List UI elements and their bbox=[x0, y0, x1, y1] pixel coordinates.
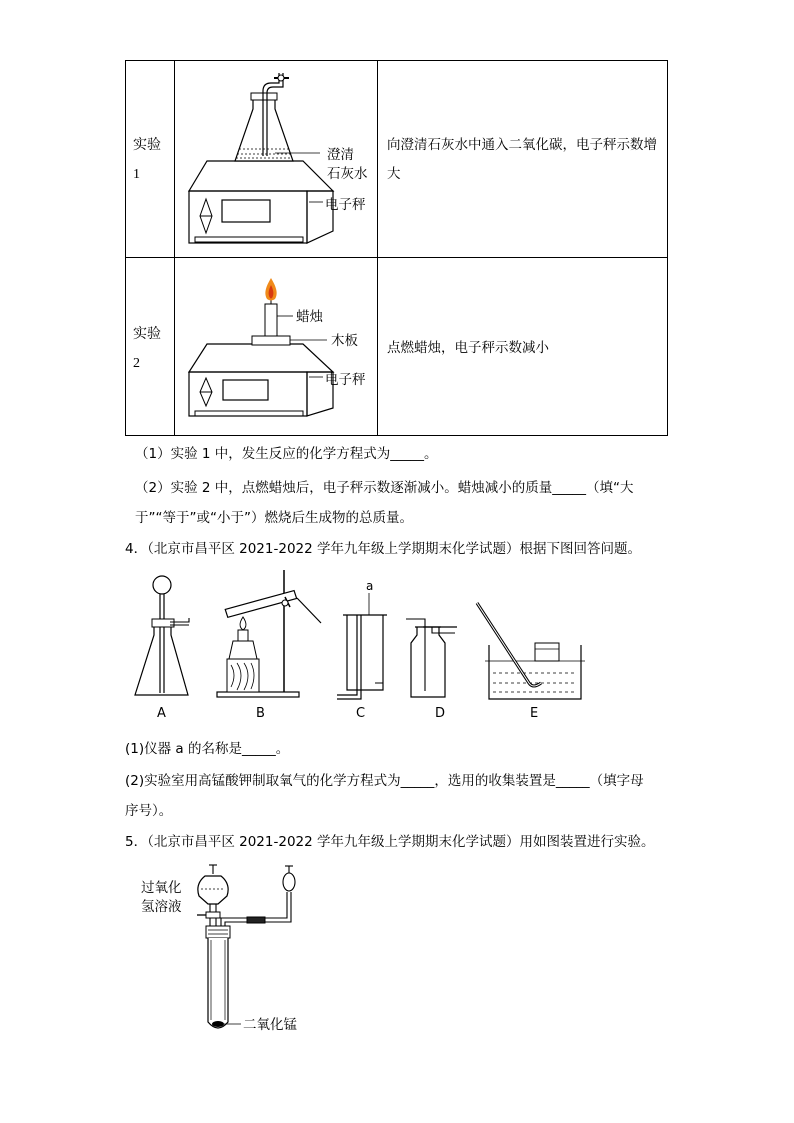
experiment-description: 向澄清石灰水中通入二氧化碳，电子秤示数增大 bbox=[387, 137, 657, 182]
table-row bbox=[126, 61, 667, 258]
experiment-1-figure bbox=[175, 61, 378, 258]
figure-cell bbox=[175, 258, 378, 435]
apparatus-b bbox=[217, 570, 321, 721]
instrument-a-label: a bbox=[366, 579, 374, 593]
figure-label-manganese-dioxide: 二氧化锰 bbox=[243, 1017, 297, 1033]
row-label-cell bbox=[126, 258, 175, 435]
figure-label-limewater: 石灰水 bbox=[327, 166, 368, 182]
q4-apparatus-figure bbox=[125, 565, 595, 725]
figure-label-scale: 电子秤 bbox=[325, 197, 366, 213]
figure-label-hydrogen-peroxide-2: 氢溶液 bbox=[141, 899, 182, 915]
q3-item-2-line2: 于”“等于”或“小于”）燃烧后生成物的总质量。 bbox=[135, 510, 413, 526]
figure-label-candle: 蜡烛 bbox=[296, 309, 323, 325]
experiment-description: 点燃蜡烛，电子秤示数减小 bbox=[387, 340, 549, 356]
experiment-number: 2 bbox=[133, 356, 140, 371]
experiment-label: 实验 bbox=[133, 326, 161, 342]
experiment-label: 实验 bbox=[133, 137, 161, 153]
q4-item-2-line1: (2)实验室用高锰酸钾制取氧气的化学方程式为_____，选用的收集装置是_____（填字母 bbox=[125, 773, 644, 789]
figure-cell bbox=[175, 61, 378, 257]
figure-label-d: D bbox=[435, 706, 446, 721]
apparatus-a bbox=[135, 576, 189, 721]
figure-label-scale: 电子秤 bbox=[325, 372, 366, 388]
q3-item-1: （1）实验 1 中，发生反应的化学方程式为_____。 bbox=[135, 446, 438, 462]
experiment-2-figure bbox=[175, 258, 378, 435]
figure-label-board: 木板 bbox=[331, 333, 358, 349]
figure-label-clear: 澄清 bbox=[327, 147, 354, 163]
figure-label-e: E bbox=[530, 706, 539, 721]
q3-item-2-line1: （2）实验 2 中，点燃蜡烛后，电子秤示数逐渐减小。蜡烛减小的质量_____（填“大 bbox=[135, 480, 634, 496]
figure-label-c: C bbox=[356, 706, 366, 721]
figure-label-hydrogen-peroxide-1: 过氧化 bbox=[141, 880, 182, 896]
apparatus-c bbox=[337, 579, 387, 721]
figure-label-a: A bbox=[157, 706, 166, 721]
q4-stem: 4．（北京市昌平区 2021-2022 学年九年级上学期期末化学试题）根据下图回答问题。 bbox=[125, 541, 642, 557]
row-label-cell bbox=[126, 61, 175, 257]
description-cell bbox=[378, 61, 667, 257]
experiment-number: 1 bbox=[133, 167, 140, 182]
q4-item-1: (1)仪器 a 的名称是_____。 bbox=[125, 741, 290, 757]
figure-label-b: B bbox=[256, 706, 265, 721]
table-row bbox=[126, 258, 667, 435]
apparatus-d bbox=[406, 619, 457, 721]
description-cell bbox=[378, 258, 667, 435]
q5-stem: 5．（北京市昌平区 2021-2022 学年九年级上学期期末化学试题）用如图装置进行实验。 bbox=[125, 834, 655, 850]
q4-item-2-line2: 序号）。 bbox=[125, 803, 173, 819]
experiment-table bbox=[125, 60, 668, 436]
apparatus-e bbox=[477, 603, 585, 721]
q5-apparatus-figure bbox=[135, 862, 365, 1042]
